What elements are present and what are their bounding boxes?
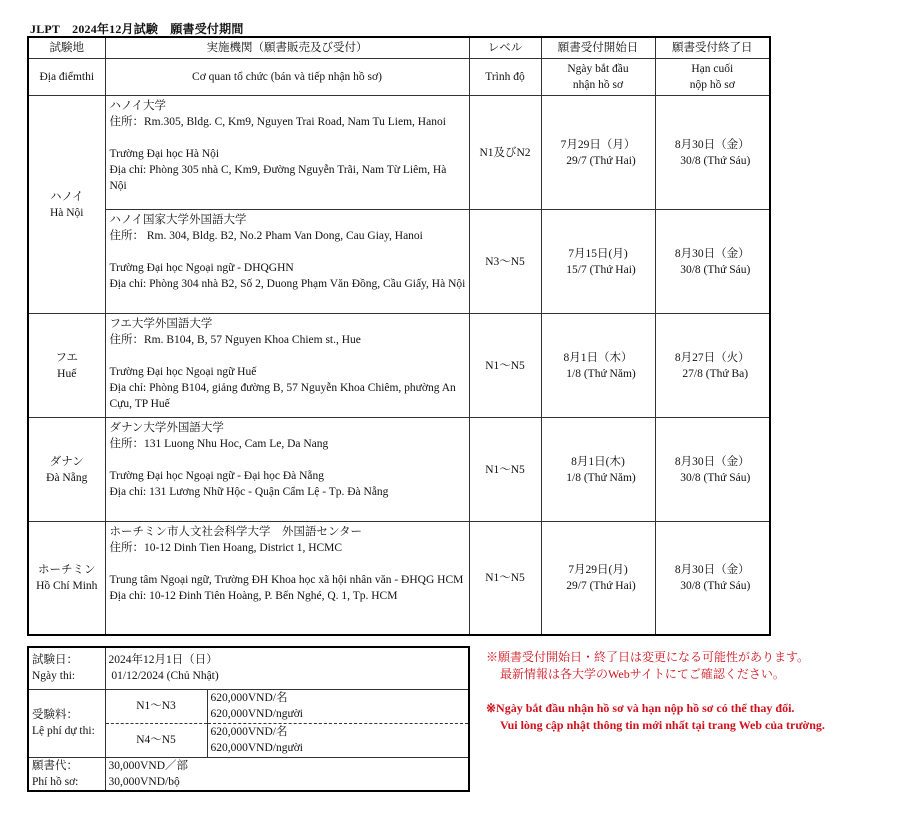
location-cell-hcm (28, 522, 105, 635)
document-title: JLPT 2024年12月試験 願書受付期間 (30, 22, 244, 36)
application-fee-value-vi: 30,000VND/bộ (108, 775, 180, 788)
exam-date-value-vi: 01/12/2024 (Chủ Nhật) (108, 670, 219, 683)
header-start-line2: nhận hồ sơ (572, 79, 624, 91)
end-date-ja: 8月30日（金） (674, 455, 750, 468)
start-date-vi: 29/7 (Thứ Hai) (566, 579, 636, 592)
exam-fee-label-vi: Lệ phí dự thi: (32, 725, 95, 737)
location-ja: ハノイ (50, 190, 84, 203)
org-address-vi: Địa chỉ: Phòng B104, giảng đường B, 57 Nguyễn Khoa Chiêm, phường An Cựu, TP Huế (109, 382, 456, 410)
application-fee-row (28, 757, 469, 791)
exam-date-label-vi: Ngày thi: (32, 670, 76, 683)
exam-date-label (28, 647, 105, 689)
org-address-vi: Địa chỉ: 10-12 Đinh Tiên Hoàng, P. Bến Nghé, Q. 1, Tp. HCM (109, 590, 398, 602)
level-cell: N1～N5 (469, 418, 541, 522)
start-date-vi: 1/8 (Thứ Năm) (566, 367, 636, 380)
start-date-vi: 1/8 (Thứ Năm) (566, 471, 636, 484)
header-organization-vi: Cơ quan tổ chức (bán và tiếp nhận hồ sơ) (105, 59, 469, 96)
fee-amount-ja: 620,000VND/名 (210, 726, 288, 738)
fee-amount (207, 723, 469, 757)
notice-vi-line2: Vui lòng cập nhật thông tin mới nhất tại trang Web của trường. (500, 718, 825, 732)
table-row (28, 96, 770, 210)
organization-cell (105, 96, 469, 210)
end-date-vi: 30/8 (Thứ Sáu) (680, 471, 751, 484)
end-date-vi: 30/8 (Thứ Sáu) (680, 579, 751, 592)
header-organization-ja: 実施機関（願書販売及び受付） (105, 37, 469, 59)
fee-level: N4～N5 (105, 723, 207, 757)
organization-cell (105, 418, 469, 522)
org-address-ja: 住所：10-12 Dinh Tien Hoang, District 1, HCMC (109, 542, 343, 554)
header-location-ja: 試験地 (28, 37, 105, 59)
start-date-ja: 8月1日(木) (571, 455, 625, 468)
header-end-date-vi (655, 59, 770, 96)
end-date-ja: 8月30日（金） (674, 138, 750, 151)
start-date-vi: 15/7 (Thứ Hai) (566, 263, 636, 276)
org-address-ja: 住所： Rm. 304, Bldg. B2, No.2 Pham Van Dong, Cau Giay, Hanoi (109, 230, 423, 242)
application-fee-value-ja: 30,000VND／部 (108, 759, 189, 772)
application-period-table (27, 36, 771, 636)
exam-date-row (28, 647, 469, 689)
header-end-line2: nộp hồ sơ (689, 79, 735, 91)
org-name-ja: ハノイ大学 (109, 100, 166, 112)
start-date-ja: 8月1日（木） (563, 351, 633, 364)
header-start-date-vi (541, 59, 655, 96)
fee-amount-vi: 620,000VND/người (210, 708, 303, 720)
end-date-ja: 8月30日（金） (674, 563, 750, 576)
location-ja: ダナン (49, 455, 84, 468)
level-cell: N3～N5 (469, 210, 541, 314)
table-row (28, 210, 770, 314)
application-fee-label-ja: 願書代： (32, 759, 78, 772)
header-level-vi: Trình độ (469, 59, 541, 96)
header-start-date-ja: 願書受付開始日 (541, 37, 655, 59)
org-name-ja: フエ大学外国語大学 (109, 318, 213, 330)
org-name-ja: ホーチミン市人文社会科学大学 外国語センター (109, 526, 363, 538)
start-date-ja: 7月29日(月) (568, 563, 628, 576)
end-date-ja: 8月27日（火） (674, 351, 750, 364)
exam-fee-label-ja: 受験料： (32, 709, 78, 721)
org-address-vi: Địa chỉ: 131 Lương Nhữ Hộc - Quận Cẩm Lệ - Tp. Đà Nẵng (109, 486, 389, 498)
notice-block (486, 649, 825, 734)
application-fee-label-vi: Phí hồ sơ: (32, 775, 79, 788)
exam-date-value (105, 647, 469, 689)
org-address-ja: 住所：Rm. B104, B, 57 Nguyen Khoa Chiem st., Hue (109, 334, 361, 346)
header-end-date-ja: 願書受付終了日 (655, 37, 770, 59)
notice-vi-line1: ※Ngày bắt đầu nhận hồ sơ và hạn nộp hồ sơ có thể thay đổi. (486, 701, 795, 715)
org-name-vi: Trường Đại học Ngoại ngữ Huế (109, 366, 257, 378)
notice-ja-line2: 最新情報は各大学のWebサイトにてご確認ください。 (500, 667, 785, 681)
header-end-line1: Hạn cuối (691, 63, 734, 75)
location-ja: フエ (55, 351, 78, 364)
location-vi: Đà Nẵng (46, 471, 88, 484)
start-date-cell (541, 522, 655, 635)
organization-cell (105, 522, 469, 635)
location-cell-danang (28, 418, 105, 522)
application-fee-label (28, 757, 105, 791)
start-date-vi: 29/7 (Thứ Hai) (566, 154, 636, 167)
fee-level: N1～N3 (105, 689, 207, 723)
org-name-vi: Trường Đại học Ngoại ngữ - DHQGHN (109, 262, 294, 274)
location-vi: Hà Nội (49, 206, 84, 219)
start-date-cell (541, 96, 655, 210)
header-row-vi (28, 59, 770, 96)
header-level-ja: レベル (469, 37, 541, 59)
end-date-vi: 30/8 (Thứ Sáu) (680, 263, 751, 276)
exam-date-label-ja: 試験日： (32, 654, 78, 667)
end-date-cell (655, 418, 770, 522)
fee-amount (207, 689, 469, 723)
org-name-vi: Trường Đại học Hà Nội (109, 148, 220, 160)
exam-info-table (27, 646, 470, 792)
level-cell: N1～N5 (469, 522, 541, 635)
org-name-ja: ハノイ国家大学外国語大学 (109, 214, 247, 226)
level-cell: N1及びN2 (469, 96, 541, 210)
end-date-ja: 8月30日（金） (674, 247, 750, 260)
fee-amount-vi: 620,000VND/người (210, 742, 303, 754)
organization-cell (105, 210, 469, 314)
fee-amount-ja: 620,000VND/名 (210, 692, 288, 704)
org-name-ja: ダナン大学外国語大学 (109, 422, 224, 434)
location-cell-hue (28, 314, 105, 418)
start-date-cell (541, 210, 655, 314)
location-cell-hanoi (28, 96, 105, 314)
header-row-ja (28, 37, 770, 59)
location-ja: ホーチミン (38, 563, 96, 576)
end-date-cell (655, 522, 770, 635)
header-location-vi: Địa điểmthi (28, 59, 105, 96)
org-address-vi: Địa chỉ: Phòng 305 nhà C, Km9, Đường Nguyễn Trãi, Nam Từ Liêm, Hà Nội (109, 164, 447, 192)
end-date-vi: 30/8 (Thứ Sáu) (680, 154, 751, 167)
org-address-vi: Địa chỉ: Phòng 304 nhà B2, Số 2, Duong Phạm Văn Đồng, Cầu Giấy, Hà Nội (109, 278, 466, 290)
application-fee-value (105, 757, 469, 791)
level-cell: N1～N5 (469, 314, 541, 418)
end-date-cell (655, 314, 770, 418)
end-date-cell (655, 210, 770, 314)
org-name-vi: Trung tâm Ngoại ngữ, Trường ĐH Khoa học xã hội nhân văn - ĐHQG HCM (109, 574, 464, 586)
exam-date-value-ja: 2024年12月1日（日） (108, 654, 218, 667)
org-address-ja: 住所：131 Luong Nhu Hoc, Cam Le, Da Nang (109, 438, 329, 450)
start-date-ja: 7月29日（月） (560, 138, 636, 151)
location-vi: Hồ Chí Minh (36, 579, 98, 592)
table-row (28, 314, 770, 418)
org-name-vi: Trường Đại học Ngoại ngữ - Đại học Đà Nẵng (109, 470, 325, 482)
start-date-cell (541, 314, 655, 418)
table-row (28, 522, 770, 635)
start-date-cell (541, 418, 655, 522)
header-start-line1: Ngày bắt đầu (567, 63, 629, 75)
table-row (28, 418, 770, 522)
location-vi: Huế (57, 367, 77, 380)
start-date-ja: 7月15日(月) (568, 247, 628, 260)
notice-ja-line1: ※願書受付開始日・終了日は変更になる可能性があります。 (486, 650, 810, 664)
end-date-vi: 27/8 (Thứ Ba) (682, 367, 749, 380)
end-date-cell (655, 96, 770, 210)
org-address-ja: 住所：Rm.305, Bldg. C, Km9, Nguyen Trai Road, Nam Tu Liem, Hanoi (109, 116, 446, 128)
organization-cell (105, 314, 469, 418)
exam-fee-row-1 (28, 689, 469, 723)
exam-fee-label (28, 689, 105, 757)
